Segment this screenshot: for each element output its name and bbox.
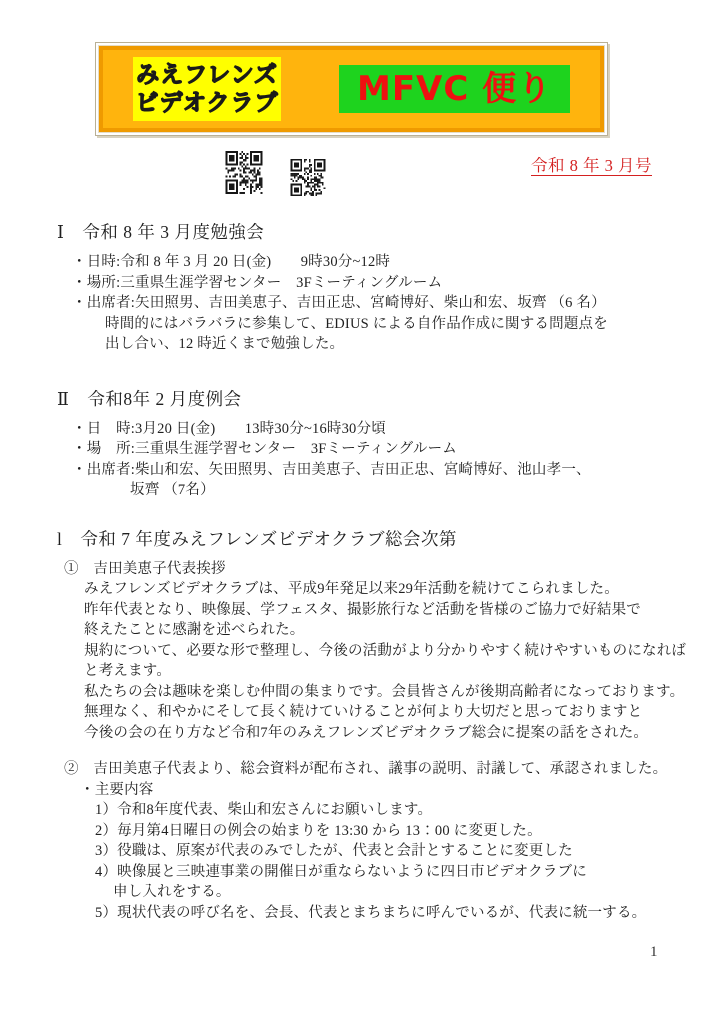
newsletter-title: MFVC 便り: [339, 65, 570, 113]
text-line: 無理なく、和やかにそして長く続けていけることが何より大切だと思っておりますと: [84, 704, 643, 720]
club-name-line1: みえフレンズ: [136, 62, 278, 88]
section-heading: Ⅰ 令和 8 年 3 月度勉強会: [57, 222, 265, 242]
text-line: ① 吉田美恵子代表挨拶: [64, 560, 226, 577]
section-assembly-resolutions: [0, 759, 724, 923]
text-line: 規約について、必要な形で整理し、今後の活動がより分かりやすく続けやすいものになれば: [84, 642, 687, 659]
text-line: 3）役職は、原案が代表のみでしたが、代表と会計とすることに変更した: [95, 843, 573, 859]
text-line: 今後の会の在り方など令和7年のみえフレンズビデオクラブ総会に提案の話をされた。: [84, 724, 649, 741]
text-line: ・主要内容: [80, 781, 154, 798]
text-line: ② 吉田美恵子代表より、総会資料が配布され、議事の説明、討議して、承認されました。: [64, 761, 668, 777]
text-line: 私たちの会は趣味を楽しむ仲間の集まりです。会員皆さんが後期高齢者になっております。: [84, 683, 685, 700]
text-line: 5）現状代表の呼び名を、会長、代表とまちまちに呼んでいるが、代表に統一する。: [95, 904, 647, 921]
page-number: 1: [650, 944, 658, 960]
section-study-meeting-march: [0, 220, 724, 355]
text-line: ・場 所:三重県生涯学習センター 3Fミーティングルーム: [72, 441, 457, 457]
section-general-assembly-agenda: [0, 527, 724, 744]
text-line: 4）映像展と三映連事業の開催日が重ならないように四日市ビデオクラブに: [95, 863, 587, 880]
section-regular-meeting-february: [0, 387, 724, 501]
text-line: みえフレンズビデオクラブは、平成9年発足以来29年活動を続けてこられました。: [84, 581, 619, 597]
text-line: と考えます。: [84, 663, 172, 679]
text-line: 終えたことに感謝を述べられた。: [84, 622, 305, 638]
text-line: 坂齊 （7名）: [130, 482, 215, 498]
text-line: ・日 時:3月20 日(金) 13時30分~16時30分頃: [72, 420, 386, 437]
text-line: 昨年代表となり、映像展、学フェスタ、撮影旅行など活動を皆様のご協力で好結果で: [84, 601, 642, 618]
text-line: 申し入れをする。: [113, 884, 231, 900]
text-line: 1）令和8年度代表、柴山和宏さんにお願いします。: [95, 802, 433, 818]
section-heading: Ⅱ 令和8年 2 月度例会: [57, 388, 242, 409]
issue-label: 令和 8 年 3 月号: [531, 156, 652, 175]
text-line: 時間的にはバラバラに参集して、EDIUS による自作品作成に関する問題点を: [105, 315, 608, 332]
text-line: ・日時:令和 8 年 3 月 20 日(金) 9時30分~12時: [72, 254, 391, 270]
text-line: ・場所:三重県生涯学習センター 3Fミーティングルーム: [72, 274, 443, 291]
section-heading: l 令和 7 年度みえフレンズビデオクラブ総会次第: [57, 528, 457, 549]
text-line: ・出席者:柴山和宏、矢田照男、吉田美恵子、吉田正忠、宮崎博好、池山孝一、: [72, 461, 591, 478]
text-line: ・出席者:矢田照男、吉田美恵子、吉田正忠、宮崎博好、柴山和宏、坂齊 （6 名）: [72, 295, 606, 311]
text-line: 出し合い、12 時近くまで勉強した。: [105, 336, 345, 352]
text-line: 2）毎月第4日曜日の例会の始まりを 13:30 から 13：00 に変更した。: [95, 822, 542, 839]
club-name-line2: ビデオクラブ: [135, 90, 279, 116]
